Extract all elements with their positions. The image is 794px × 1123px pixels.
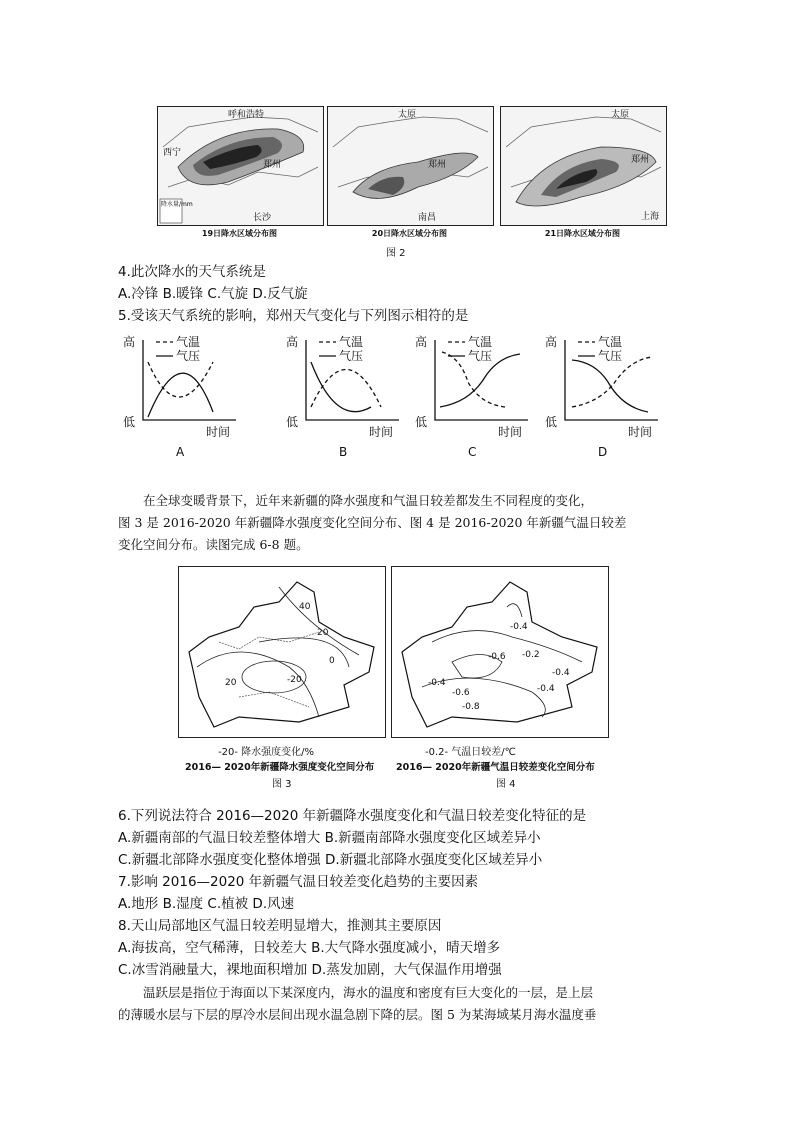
precip-legend-title: 降水量/mm [161, 201, 193, 208]
legend-press: 气压 [176, 349, 201, 363]
question-6-stem: 6.下列说法符合 2016—2020 年新疆降水强度变化和气温日较差变化特征的是 [118, 808, 587, 824]
precip-map-21-drawing [501, 107, 666, 225]
chart-low-label: 低 [286, 415, 299, 429]
chart-time-label: 时间 [206, 425, 231, 439]
contour-label: -0.6 [488, 652, 506, 662]
figure-2-label: 图 2 [386, 248, 406, 259]
legend-press: 气压 [468, 349, 493, 363]
weather-chart-b [281, 332, 411, 462]
contour-label: 20 [317, 628, 329, 638]
xinjiang-precip-drawing [179, 567, 385, 737]
contour-label: -0.2 [522, 650, 540, 660]
chart-letter: A [176, 445, 185, 459]
legend-temp: 气温 [598, 335, 623, 349]
contour-label: -0.4 [510, 622, 528, 632]
legend-temp: 气温 [468, 335, 493, 349]
contour-label: 0 [329, 656, 335, 666]
precip-map-19-drawing [158, 107, 323, 225]
contour-label: -0.4 [428, 678, 446, 688]
chart-high-label: 高 [123, 335, 136, 349]
question-7-options: A.地形 B.湿度 C.植被 D.风速 [118, 896, 295, 912]
precip-map-20 [327, 106, 494, 226]
contour-label: -0.4 [537, 684, 555, 694]
thermocline-line-1: 温跃层是指位于海面以下某深度内，海水的温度和密度有巨大变化的一层，是上层 [143, 985, 594, 1000]
map-place-label: 南昌 [418, 213, 437, 223]
question-6-options-cd: C.新疆北部降水强度变化整体增强 D.新疆北部降水强度变化区域差异小 [118, 852, 543, 868]
map-place-label: 太原 [611, 110, 630, 120]
fig3-legend: -20- 降水强度变化/% [218, 747, 314, 758]
contour-label: -0.4 [552, 668, 570, 678]
xinjiang-precip-map [178, 566, 386, 738]
chart-low-label: 低 [545, 415, 558, 429]
weather-chart-d [540, 332, 670, 462]
map-place-label: 郑州 [631, 155, 650, 165]
weather-chart-a [118, 332, 248, 462]
question-7-stem: 7.影响 2016—2020 年新疆气温日较差变化趋势的主要因素 [118, 874, 479, 890]
map-place-label: 长沙 [253, 213, 272, 223]
question-4-options: A.冷锋 B.暖锋 C.气旋 D.反气旋 [118, 286, 308, 302]
precip-map-20-drawing [328, 107, 493, 225]
intro-line-1: 在全球变暖背景下，近年来新疆的降水强度和气温日较差都发生不同程度的变化， [143, 493, 594, 508]
map-place-label: 郑州 [428, 160, 447, 170]
precip-map-20-caption: 20日降水区域分布图 [371, 229, 448, 238]
precip-map-21 [500, 106, 667, 226]
xinjiang-dtr-map [391, 566, 609, 738]
fig3-caption: 2016— 2020年新疆降水强度变化空间分布 [185, 762, 375, 773]
chart-high-label: 高 [286, 335, 299, 349]
chart-high-label: 高 [545, 335, 558, 349]
intro-paragraph [118, 490, 678, 556]
thermocline-paragraph [118, 982, 678, 1026]
weather-chart-c [410, 332, 540, 462]
legend-press: 气压 [598, 349, 623, 363]
chart-letter: B [339, 445, 348, 459]
question-4-stem: 4.此次降水的天气系统是 [118, 264, 266, 280]
temp-curve [311, 370, 381, 408]
thermocline-line-2: 的薄暖水层与下层的厚冷水层间出现水温急剧下降的层。图 5 为某海域某月海水温度垂 [118, 1007, 597, 1022]
temp-curve [572, 357, 652, 407]
contour-label: 20 [225, 678, 237, 688]
chart-low-label: 低 [123, 415, 136, 429]
fig4-caption: 2016— 2020年新疆气温日较差变化空间分布 [396, 762, 595, 773]
contour-label: -0.8 [462, 702, 480, 712]
chart-low-label: 低 [415, 415, 428, 429]
xinjiang-dtr-drawing [392, 567, 608, 737]
legend-temp: 气温 [176, 335, 201, 349]
intro-line-3: 变化空间分布。读图完成 6-8 题。 [118, 537, 309, 552]
question-8-stem: 8.天山局部地区气温日较差明显增大，推测其主要原因 [118, 918, 442, 934]
question-6-options-ab: A.新疆南部的气温日较差整体增大 B.新疆南部降水强度变化区域差异小 [118, 830, 541, 846]
legend-press: 气压 [339, 349, 364, 363]
pressure-curve [572, 360, 648, 412]
map-place-label: 上海 [641, 212, 660, 222]
question-8-options-cd: C.冰雪消融量大，裸地面积增加 D.蒸发加剧，大气保温作用增强 [118, 962, 502, 978]
chart-letter: D [598, 445, 608, 459]
fig4-legend: -0.2- 气温日较差/℃ [425, 747, 516, 758]
pressure-curve [311, 362, 371, 412]
chart-time-label: 时间 [498, 425, 523, 439]
chart-time-label: 时间 [628, 425, 653, 439]
contour-label: -20 [287, 675, 302, 685]
figure-3-label: 图 3 [272, 779, 292, 790]
precip-map-21-caption: 21日降水区域分布图 [544, 229, 621, 238]
chart-time-label: 时间 [369, 425, 394, 439]
legend-temp: 气温 [339, 335, 364, 349]
question-8-options-ab: A.海拔高，空气稀薄，日较差大 B.大气降水强度减小，晴天增多 [118, 940, 501, 956]
figure-4-label: 图 4 [496, 779, 516, 790]
map-place-label: 呼和浩特 [228, 110, 265, 120]
precip-map-19 [157, 106, 324, 226]
contour-label: 40 [299, 602, 311, 612]
map-place-label: 西宁 [163, 148, 182, 158]
map-place-label: 太原 [398, 110, 417, 120]
chart-letter: C [468, 445, 477, 459]
contour-label: -0.6 [452, 688, 470, 698]
chart-high-label: 高 [415, 335, 428, 349]
intro-line-2: 图 3 是 2016-2020 年新疆降水强度变化空间分布、图 4 是 2016-2020 年新疆气温日较差 [118, 515, 627, 530]
precip-map-19-caption: 19日降水区域分布图 [201, 229, 278, 238]
question-5-stem: 5.受该天气系统的影响，郑州天气变化与下列图示相符的是 [118, 308, 469, 324]
map-place-label: 郑州 [263, 160, 282, 170]
